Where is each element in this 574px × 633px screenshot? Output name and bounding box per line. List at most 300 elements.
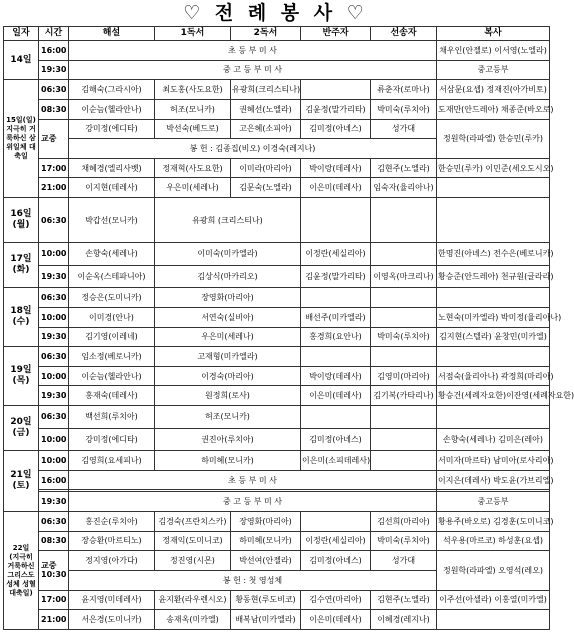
altar-server-cell <box>437 80 550 100</box>
time-cell <box>39 386 69 406</box>
cantor-cell <box>371 590 437 610</box>
cell-text: 성가대 <box>391 556 416 566</box>
cell-text: 22일 <box>12 543 30 552</box>
header-organist: 반주자 <box>301 27 371 41</box>
cell-text: 김경숙(프란치스카) <box>158 516 227 526</box>
date-cell <box>4 198 39 243</box>
cell-text: 10:00 <box>41 434 67 444</box>
cantor-cell <box>371 327 437 347</box>
time-cell <box>39 512 69 532</box>
schedule-body <box>4 41 574 630</box>
time-cell <box>39 178 69 198</box>
cell-text: 06:30 <box>41 85 67 95</box>
note-cell <box>69 60 437 80</box>
cell-text: 서연숙(실비아) <box>201 312 254 322</box>
altar-server-cell <box>437 610 550 630</box>
reading1-cell <box>155 512 231 532</box>
commentary-cell <box>69 428 155 451</box>
cell-text: 박갑선(모니카) <box>85 215 138 225</box>
cell-text: 김선희(마리아) <box>377 516 430 526</box>
cell-text: 박미숙(루치아) <box>377 104 430 114</box>
cell-text: 장영화(마리아) <box>201 293 254 303</box>
feast-name: 지극히 거룩하신 삼위일체 대축일 <box>6 125 36 161</box>
cell-text: 중고등부 <box>477 497 509 507</box>
cell-text: 김기복(카타리나) <box>373 391 434 401</box>
cell-text: 노현숙(미카엘라) 박미정(율리아나) <box>438 312 562 322</box>
commentary-cell <box>69 288 155 308</box>
cell-text: 서미자(마르타) 남미아(로사리아) <box>438 456 554 466</box>
cell-text: 하미혜(모니카) <box>239 536 292 546</box>
altar-server-cell <box>437 327 550 347</box>
cell-text: 홍진순(루치아) <box>85 516 138 526</box>
header-reading1: 1독서 <box>155 27 231 41</box>
cell-text: 장승환(마르티노) <box>81 536 142 546</box>
reading2-cell <box>231 80 301 100</box>
cell-text: 유광희(크리스티나) <box>232 85 301 95</box>
time-cell <box>39 307 69 327</box>
cell-text: 윤지환(라우렌시오) <box>158 595 227 605</box>
cell-text: 정재익(도미니코) <box>162 536 223 546</box>
altar-server-cell <box>437 198 550 243</box>
cell-text: 이은미(데레사) <box>309 391 362 401</box>
cell-text: 이순늠(헬라안나) <box>81 371 142 381</box>
header-time: 시간 <box>39 27 69 41</box>
organist-cell <box>301 610 371 630</box>
altar-server-cell <box>437 428 550 451</box>
header-reading2: 2독서 <box>231 27 301 41</box>
reading2-cell <box>231 610 301 630</box>
cell-text: 이경숙(마리아) <box>201 371 254 381</box>
cell-text: 08:30 <box>41 104 67 114</box>
cantor-cell <box>371 551 437 571</box>
cantor-cell <box>371 265 437 288</box>
schedule-row <box>4 531 550 551</box>
cell-text: 황승건(세례자요한)이잔영(세례자요한) <box>438 391 574 401</box>
reading2-cell <box>231 158 301 178</box>
cell-text: 김상식(마카리오) <box>197 272 258 282</box>
time-cell <box>39 347 69 367</box>
cell-text: 19:30 <box>41 391 67 401</box>
cell-text: 하미혜(모니카) <box>201 456 254 466</box>
cantor-cell <box>371 406 437 429</box>
cell-text: 김문숙(노엘라) <box>239 183 292 193</box>
cell-text: 김미정(아녜스) <box>309 124 362 134</box>
cell-text: 임소정(베로니카) <box>81 352 142 361</box>
date-cell <box>4 41 39 80</box>
reading2-cell <box>231 178 301 198</box>
organist-cell <box>301 590 371 610</box>
cell-text: 허조(모니카) <box>170 104 215 114</box>
schedule-row <box>4 406 550 429</box>
schedule-row <box>4 41 550 61</box>
cantor-cell <box>371 158 437 178</box>
time-cell <box>39 428 69 451</box>
cell-text: 배복남(미카엘라) <box>235 615 296 625</box>
cell-text: 중고등부 <box>477 65 509 75</box>
schedule-row <box>4 288 550 308</box>
organist-cell <box>301 386 371 406</box>
commentary-cell <box>69 178 155 198</box>
cell-text: 우은미(세레나) <box>166 183 219 193</box>
cell-text: 17:00 <box>41 595 67 605</box>
cantor-cell <box>371 198 437 243</box>
time-cell <box>39 80 69 100</box>
cell-text: 이정란(세실리아) <box>305 536 366 546</box>
altar-server-cell <box>437 470 554 490</box>
cell-text: 황승준(안드레아) 천규원(글라라) <box>438 272 554 282</box>
commentary-cell <box>69 243 155 266</box>
schedule-row <box>4 265 550 288</box>
altar-server-cell <box>437 265 554 288</box>
cantor-cell <box>371 366 437 386</box>
altar-server-cell <box>437 492 550 512</box>
date-cell <box>4 512 39 630</box>
altar-server-cell <box>437 41 550 61</box>
date-cell <box>4 347 39 406</box>
date-cell <box>4 406 39 451</box>
cell-text: 19:30 <box>41 65 67 75</box>
time-cell <box>39 531 69 551</box>
cell-text: 이순늠(헬라안나) <box>81 104 142 114</box>
cell-text: 10:00 <box>41 312 67 322</box>
cell-text: 정지영(아가다) <box>85 556 138 566</box>
commentary-cell <box>69 99 155 119</box>
commentary-cell <box>69 366 155 386</box>
cell-text: 10:00 <box>41 456 67 466</box>
altar-server-cell <box>437 60 550 80</box>
cell-text: 14일 <box>10 54 32 65</box>
cell-text: 06:30 <box>41 293 67 303</box>
cell-text: 손향숙(세레나) 김미은(레아) <box>442 434 544 444</box>
reading-cell <box>155 386 301 406</box>
cell-text: 석우용(마르코) 하성훈(요셉) <box>442 536 544 546</box>
cell-text: 21:00 <box>41 183 67 193</box>
commentary-cell <box>69 512 155 532</box>
schedule-row <box>4 307 550 327</box>
cell-text: 정재혁(사도요한) <box>162 163 223 173</box>
feast-name: (지극히 거룩하신 그리스도 성체 성혈 대축일) <box>6 552 36 597</box>
cell-text: 16:00 <box>41 45 67 55</box>
reading1-cell <box>155 590 231 610</box>
reading-cell <box>155 347 301 367</box>
altar-server-cell <box>437 99 554 119</box>
organist-cell <box>301 178 371 198</box>
altar-server-cell <box>437 243 554 266</box>
cell-text: 06:30 <box>41 352 67 361</box>
reading-cell <box>155 288 301 308</box>
header-altar-server: 복사 <box>437 27 550 41</box>
note-cell <box>69 492 437 512</box>
organist-cell <box>301 288 371 308</box>
time-cell <box>39 327 69 347</box>
cell-text: 채혜경(엘리사벳) <box>81 163 142 173</box>
date-cell <box>4 451 39 512</box>
time-cell <box>39 451 69 471</box>
commentary-cell <box>69 80 155 100</box>
altar-server-cell <box>437 119 550 158</box>
altar-server-cell <box>437 551 550 590</box>
schedule-row <box>4 470 550 490</box>
reading2-cell <box>231 119 301 139</box>
organist-cell <box>301 80 371 100</box>
date-cell <box>4 288 39 347</box>
cell-text: 장영화(마리아) <box>239 516 292 526</box>
altar-server-cell <box>437 366 554 386</box>
altar-server-cell <box>437 406 550 429</box>
liturgy-schedule-table <box>3 26 574 630</box>
cell-text: 서은경(도미니카) <box>81 615 142 625</box>
schedule-row <box>4 451 550 471</box>
cell-text: 김영미(마리아) <box>377 371 430 381</box>
note-cell <box>69 41 437 61</box>
time-cell <box>39 158 69 178</box>
commentary-cell <box>69 347 155 367</box>
organist-cell <box>301 307 371 327</box>
commentary-cell <box>69 386 155 406</box>
cell-text: 우은미(세레나) <box>201 332 254 342</box>
cantor-cell <box>371 428 437 451</box>
cell-text: 17:00 <box>41 163 67 173</box>
cell-text: 손향숙(세레나) <box>85 249 138 259</box>
date-cell <box>4 243 39 288</box>
commentary-cell <box>69 327 155 347</box>
cell-text: 고은혜(소피아) <box>239 124 292 134</box>
cell-text: 교중 <box>41 561 57 571</box>
altar-server-cell <box>437 512 554 532</box>
reading1-cell <box>155 119 231 139</box>
schedule-row <box>4 60 550 80</box>
altar-server-cell <box>437 590 550 610</box>
cell-text: 서점숙(율리아나) 곽정희(마리아) <box>438 371 554 381</box>
cell-text: 박이랑(데레사) <box>309 371 362 381</box>
commentary-cell <box>69 198 155 243</box>
cell-text: 김미정(아녜스) <box>309 556 362 566</box>
cell-text: 중 고 등 부 미 사 <box>222 65 283 75</box>
cell-text: 황용주(바오로) 김경훈(도미니코) <box>438 516 554 526</box>
cell-text: 08:30 <box>41 536 67 546</box>
cell-text: 17일(화) <box>10 254 32 276</box>
cell-text: 김현주(노엘라) <box>377 595 430 605</box>
altar-server-cell <box>437 158 554 178</box>
cell-text: 고재형(미카엘라) <box>197 352 258 361</box>
schedule-row <box>4 99 550 119</box>
schedule-row <box>4 386 550 406</box>
cell-text: 김해숙(그라시아) <box>81 85 142 95</box>
time-cell <box>39 406 69 429</box>
cell-text: 교중 <box>41 134 57 144</box>
page-title: ♡ 전 례 봉 사 ♡ <box>183 2 368 24</box>
cell-text: 김수연(마리아) <box>309 595 362 605</box>
organist-cell <box>301 551 371 571</box>
cell-text: 윤지영(미데레사) <box>81 595 142 605</box>
organist-cell <box>301 327 371 347</box>
cell-text: 김윤정(말가리타) <box>305 104 366 114</box>
header-row <box>4 27 550 41</box>
organist-cell <box>301 265 371 288</box>
cell-text: 도재만(안드레아) 채종준(바오로) <box>438 104 554 114</box>
time-cell <box>39 41 69 61</box>
commentary-cell <box>69 451 155 471</box>
cell-text: 성가대 <box>391 124 416 134</box>
time-cell <box>39 470 69 490</box>
cantor-cell <box>371 451 437 471</box>
schedule-row <box>4 366 550 386</box>
header-cantor: 선송자 <box>371 27 437 41</box>
schedule-row <box>4 347 550 367</box>
reading-cell <box>155 366 301 386</box>
time-cell <box>39 99 69 119</box>
cantor-cell <box>371 243 437 266</box>
cell-text: 권혜선(노엘라) <box>239 104 292 114</box>
cantor-cell <box>371 512 437 532</box>
time-cell <box>39 551 69 590</box>
cell-text: 이지현(데레사) <box>85 183 138 193</box>
cell-text: 원정희(로사) <box>205 391 250 401</box>
organist-cell <box>301 99 371 119</box>
cell-text: 박이랑(데레사) <box>309 163 362 173</box>
organist-cell <box>301 366 371 386</box>
cell-text: 박미숙(루치아) <box>377 536 430 546</box>
reading1-cell <box>155 80 231 100</box>
time-cell <box>39 610 69 630</box>
reading-cell <box>155 198 301 243</box>
cell-text: 류춘자(로마나) <box>377 85 430 95</box>
cantor-cell <box>371 119 437 139</box>
altar-server-cell <box>437 451 554 471</box>
schedule-row <box>4 178 550 198</box>
commentary-cell <box>69 265 155 288</box>
reading1-cell <box>155 158 231 178</box>
time-cell <box>39 243 69 266</box>
cell-text: 16일(월) <box>10 209 32 231</box>
schedule-row <box>4 80 550 100</box>
cell-text: 최도홍(사도요한) <box>162 85 223 95</box>
cell-text: 19일(목) <box>10 365 32 387</box>
commentary-cell <box>69 531 155 551</box>
cell-text: 이미라(마리아) <box>239 163 292 173</box>
cell-text: 초 등 부 미 사 <box>228 45 277 55</box>
organist-cell <box>301 406 371 429</box>
reading2-cell <box>231 590 301 610</box>
cell-text: 정승은(도미니카) <box>81 293 142 303</box>
commentary-cell <box>69 307 155 327</box>
cell-text: 강미정(에디타) <box>85 434 138 444</box>
note-cell <box>69 470 437 490</box>
cell-text: 정진영(시몬) <box>170 556 215 566</box>
schedule-row <box>4 512 550 532</box>
organist-cell <box>301 451 371 471</box>
reading-cell <box>155 451 301 471</box>
cell-text: 초 등 부 미 사 <box>228 475 277 485</box>
cell-text: 박미숙(루치아) <box>377 332 430 342</box>
reading2-cell <box>231 99 301 119</box>
reading1-cell <box>155 99 231 119</box>
cell-text: 이은미(데레사) <box>309 183 362 193</box>
cell-text: 정원학(라파엘) 한승민(루카) <box>442 134 544 144</box>
cell-text: 송재옥(미카엘) <box>166 615 219 625</box>
cell-text: 임숙자(율리아나) <box>373 183 434 193</box>
reading-cell <box>155 406 301 429</box>
cell-text: 김미정(아녜스) <box>309 434 362 444</box>
cell-text: 이미숙(미카엘라) <box>197 249 258 259</box>
time-cell <box>39 288 69 308</box>
note-cell <box>69 570 437 590</box>
cell-text: 한명진(아녜스) 전수은(베로니카) <box>438 249 554 259</box>
cell-text: 한승민(루카) 이민준(세오도시오) <box>438 163 554 173</box>
organist-cell <box>301 531 371 551</box>
schedule-row <box>4 327 550 347</box>
cantor-cell <box>371 178 437 198</box>
reading1-cell <box>155 551 231 571</box>
note-cell <box>69 139 437 159</box>
altar-server-cell <box>437 178 550 198</box>
cell-text: 김기영(이레네) <box>85 332 138 342</box>
cell-text: 16:00 <box>41 475 67 485</box>
cell-text: 강미정(에디타) <box>85 124 138 134</box>
schedule-row <box>4 198 550 243</box>
header-date: 일자 <box>4 27 39 41</box>
commentary-cell <box>69 406 155 429</box>
organist-cell <box>301 243 371 266</box>
altar-server-cell <box>437 288 550 308</box>
cell-text: 18일(수) <box>10 306 32 328</box>
organist-cell <box>301 158 371 178</box>
cell-text: 이은미(데레사) <box>309 615 362 625</box>
cell-text: 이지은(데레사) 박도윤(가브리엘) <box>438 475 554 485</box>
cantor-cell <box>371 347 437 367</box>
cell-text: 김지현(스텔라) 윤창민(미카엘) <box>439 332 547 342</box>
reading-cell <box>155 307 301 327</box>
cell-text: 21일(토) <box>10 470 32 492</box>
cell-text: 21:00 <box>41 615 67 625</box>
reading-cell <box>155 265 301 288</box>
cell-text: 10:00 <box>41 249 67 259</box>
cell-text: 박선숙(베드로) <box>166 124 219 134</box>
reading2-cell <box>231 512 301 532</box>
cell-text: 홍경희(요안나) <box>309 332 362 342</box>
reading-cell <box>155 243 301 266</box>
cell-text: 권진아(루치아) <box>201 434 254 444</box>
cell-text: 배선주(미카엘라) <box>305 312 366 322</box>
date-cell <box>4 80 39 198</box>
cantor-cell <box>371 610 437 630</box>
cell-text: 황동현(루도비코) <box>235 595 296 605</box>
cell-text: 이영옥(마크리나) <box>373 272 434 282</box>
cell-text: 봉 헌 : 김종집(비오) 이경숙(레지나) <box>189 143 316 153</box>
commentary-cell <box>69 551 155 571</box>
cell-text: 중 고 등 부 미 사 <box>222 497 283 507</box>
cell-text: 김영희(요세피나) <box>81 456 142 466</box>
cell-text: 정원학(라파엘) 오영석(레오) <box>442 565 544 575</box>
schedule-row <box>4 428 550 451</box>
cantor-cell <box>371 531 437 551</box>
cell-text: 이미경(안나) <box>89 312 134 322</box>
cell-text: 이은미(소피데레사) <box>302 456 371 466</box>
schedule-row <box>4 119 550 139</box>
cell-text: 06:30 <box>41 516 67 526</box>
commentary-cell <box>69 590 155 610</box>
reading-cell <box>155 327 301 347</box>
time-sub: 10:30 <box>41 570 67 580</box>
cell-text: 홍재숙(데레사) <box>85 391 138 401</box>
reading1-cell <box>155 610 231 630</box>
reading1-cell <box>155 531 231 551</box>
cell-text: 20일(금) <box>10 417 32 439</box>
organist-cell <box>301 119 371 139</box>
organist-cell <box>301 512 371 532</box>
cell-text: 이혜경(레지나) <box>377 615 430 625</box>
reading-cell <box>155 428 301 451</box>
